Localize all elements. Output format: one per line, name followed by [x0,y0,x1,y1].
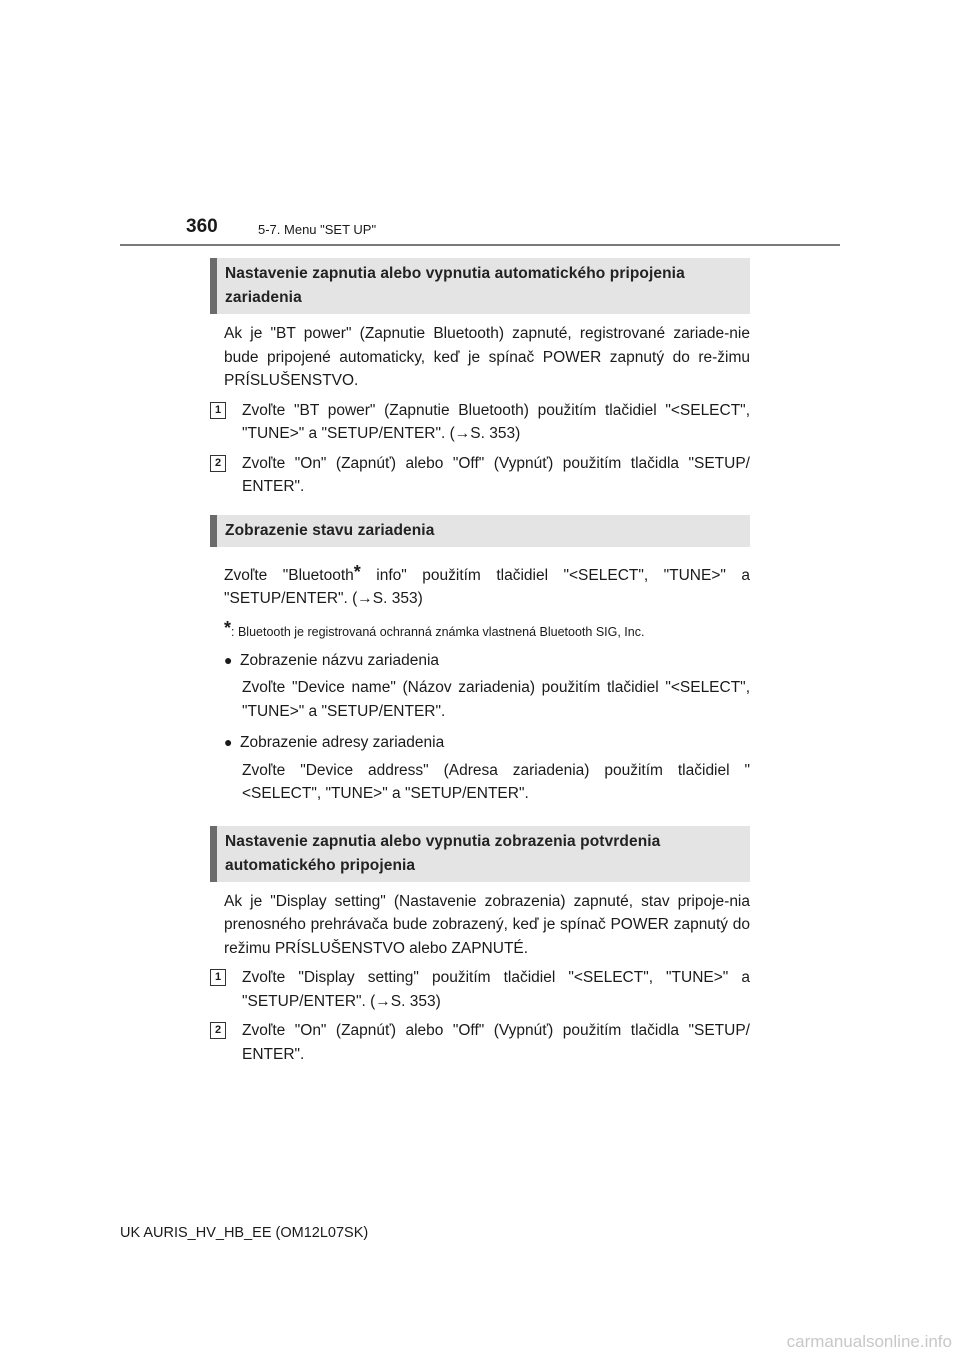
header-rule [120,244,840,246]
footnote-text: : Bluetooth je registrovaná ochranná známka vlastnená Bluetooth SIG, Inc. [231,624,645,639]
asterisk-mark: * [353,561,361,582]
step-number: 1 [210,402,226,419]
bullet-text: Zvoľte "Device name" (Názov zariadenia) použitím tlačidiel "<SELECT", "TUNE>" a "SETUP/ENTER". [242,679,750,720]
section-device-status [210,515,750,806]
intro-text-after: info" použitím tlačidiel "<SELECT", "TUNE>" a "SETUP/ENTER". (→S. 353) [224,566,751,607]
step-item [210,966,750,1013]
footnote-asterisk: * [224,617,232,638]
section-title: Nastavenie zapnutia alebo vypnutia automatického pripojenia zariadenia [210,258,750,314]
intro-text-before: Zvoľte "Bluetooth [224,566,354,584]
page-content [210,258,750,1066]
watermark: carmanualsonline.info [786,1332,952,1351]
page-number: 360 [186,216,218,237]
step-number: 2 [210,455,226,472]
section-auto-connect [210,258,750,499]
step-item [210,399,750,446]
section-intro: Ak je "Display setting" (Nastavenie zobrazenia) zapnuté, stav pripoje-nia prenosného prehrávača bude zobrazený, keď je spínač POWER zapnutý do režimu PRÍSLUŠENSTVO alebo ZAPNUTÉ. [224,892,750,957]
step-text: Zvoľte "Display setting" použitím tlačidiel "<SELECT", "TUNE>" a "SETUP/ENTER". (→S. 353) [242,969,750,1010]
section-intro [210,561,750,611]
section-display-confirm [210,826,750,1067]
bullet-dot-icon: ● [224,651,233,668]
footer-model-code: UK AURIS_HV_HB_EE (OM12L07SK) [120,1225,369,1241]
step-item [210,1019,750,1066]
step-text: Zvoľte "BT power" (Zapnutie Bluetooth) použitím tlačidiel "<SELECT", "TUNE>" a "SETUP/ENTER". (→S. 353) [242,401,750,442]
bullet-dot-icon: ● [224,734,233,750]
running-head: 5-7. Menu "SET UP" [258,222,377,237]
bullet-item [210,649,750,673]
step-text: Zvoľte "On" (Zapnúť) alebo "Off" (Vypnúť) použitím tlačidla "SETUP/ ENTER". [242,1022,750,1063]
bullet-title: Zobrazenie adresy zariadenia [240,734,445,751]
bullet-item [210,731,750,755]
bullet-text: Zvoľte "Device address" (Adresa zariadenia) použitím tlačidiel "<SELECT", "TUNE>" a "SETUP/ENTER". [242,761,750,802]
step-item [210,452,750,499]
step-number: 2 [210,1022,226,1039]
footnote [224,619,750,641]
step-number: 1 [210,969,226,986]
bullet-title: Zobrazenie názvu zariadenia [240,651,440,669]
section-intro: Ak je "BT power" (Zapnutie Bluetooth) zapnuté, registrované zariade-nie bude pripojené automaticky, keď je spínač POWER zapnutý do re-žimu PRÍSLUŠENSTVO. [224,325,750,389]
section-title: Nastavenie zapnutia alebo vypnutia zobrazenia potvrdenia automatického pripojenia [210,826,750,882]
section-title: Zobrazenie stavu zariadenia [210,515,750,547]
step-text: Zvoľte "On" (Zapnúť) alebo "Off" (Vypnúť) použitím tlačidla "SETUP/ ENTER". [242,454,750,495]
